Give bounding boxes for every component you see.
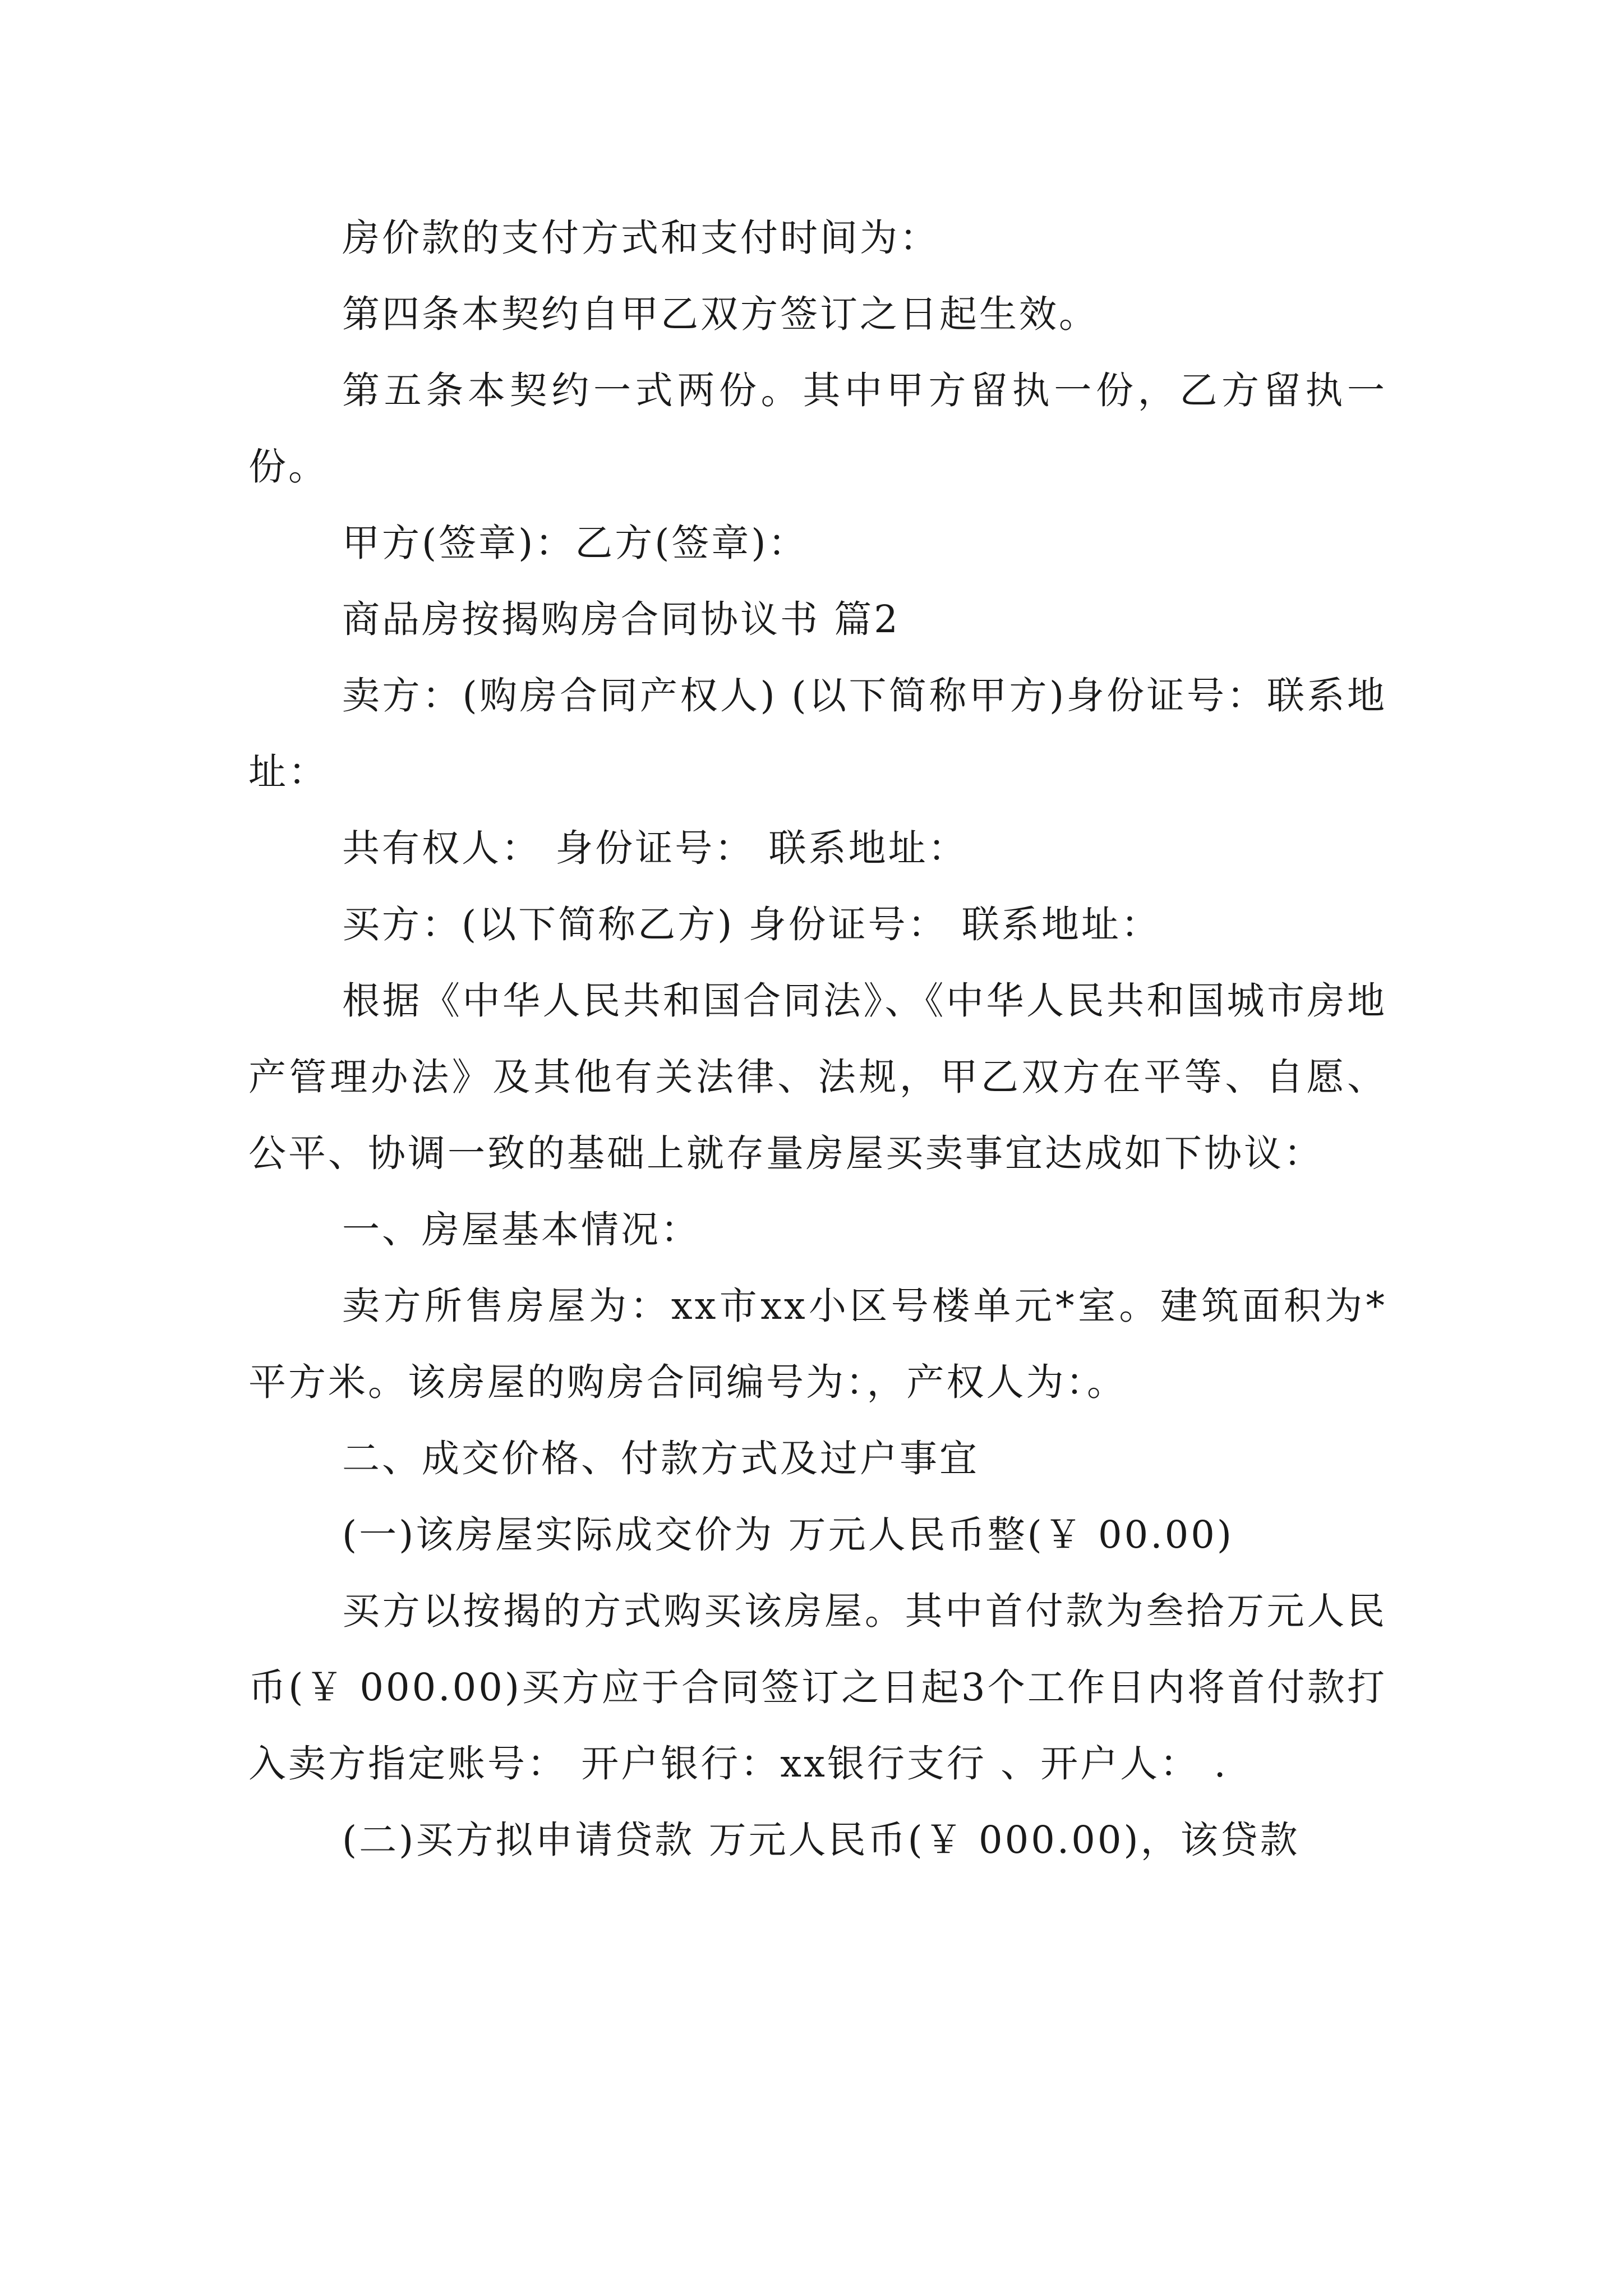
paragraph-down-payment: 买方以按揭的方式购买该房屋。其中首付款为叁拾万元人民币(￥ 000.00)买方应于合同签订之日起3个工作日内将首付款打入卖方指定账号： 开户银行：xx银行支行 、开户人： . bbox=[248, 1589, 1387, 1786]
paragraph-article-5: 第五条本契约一式两份。其中甲方留执一份，乙方留执一份。 bbox=[248, 369, 1387, 489]
section-heading-part-2: 商品房按揭购房合同协议书 篇2 bbox=[342, 597, 900, 641]
paragraph-signatures: 甲方(签章)：乙方(签章)： bbox=[342, 521, 808, 565]
paragraph-legal-basis: 根据《中华人民共和国合同法》、《中华人民共和国城市房地产管理办法》及其他有关法律、法规，甲乙双方在平等、自愿、公平、协调一致的基础上就存量房屋买卖事宜达成如下协议： bbox=[248, 979, 1387, 1175]
paragraph-seller-info: 卖方：(购房合同产权人) (以下简称甲方)身份证号：联系地址： bbox=[248, 674, 1387, 794]
paragraph-article-4: 第四条本契约自甲乙双方签订之日起生效。 bbox=[342, 292, 1099, 336]
section-heading-property-info: 一、房屋基本情况： bbox=[342, 1208, 700, 1251]
paragraph-co-owner-info: 共有权人： 身份证号： 联系地址： bbox=[342, 826, 968, 870]
section-heading-price-payment: 二、成交价格、付款方式及过户事宜 bbox=[342, 1437, 979, 1480]
paragraph-property-details: 卖方所售房屋为：xx市xx小区号楼单元*室。建筑面积为*平方米。该房屋的购房合同编号为：，产权人为：。 bbox=[248, 1284, 1387, 1404]
paragraph-buyer-info: 买方：(以下简称乙方) 身份证号： 联系地址： bbox=[342, 903, 1161, 946]
paragraph-loan-application: (二)买方拟申请贷款 万元人民币(￥ 000.00)，该贷款 bbox=[342, 1818, 1300, 1862]
paragraph-payment-method: 房价款的支付方式和支付时间为： bbox=[342, 216, 939, 260]
paragraph-transaction-price: (一)该房屋实际成交价为 万元人民币整(￥ 00.00) bbox=[342, 1513, 1234, 1557]
document-body bbox=[248, 200, 1387, 1878]
